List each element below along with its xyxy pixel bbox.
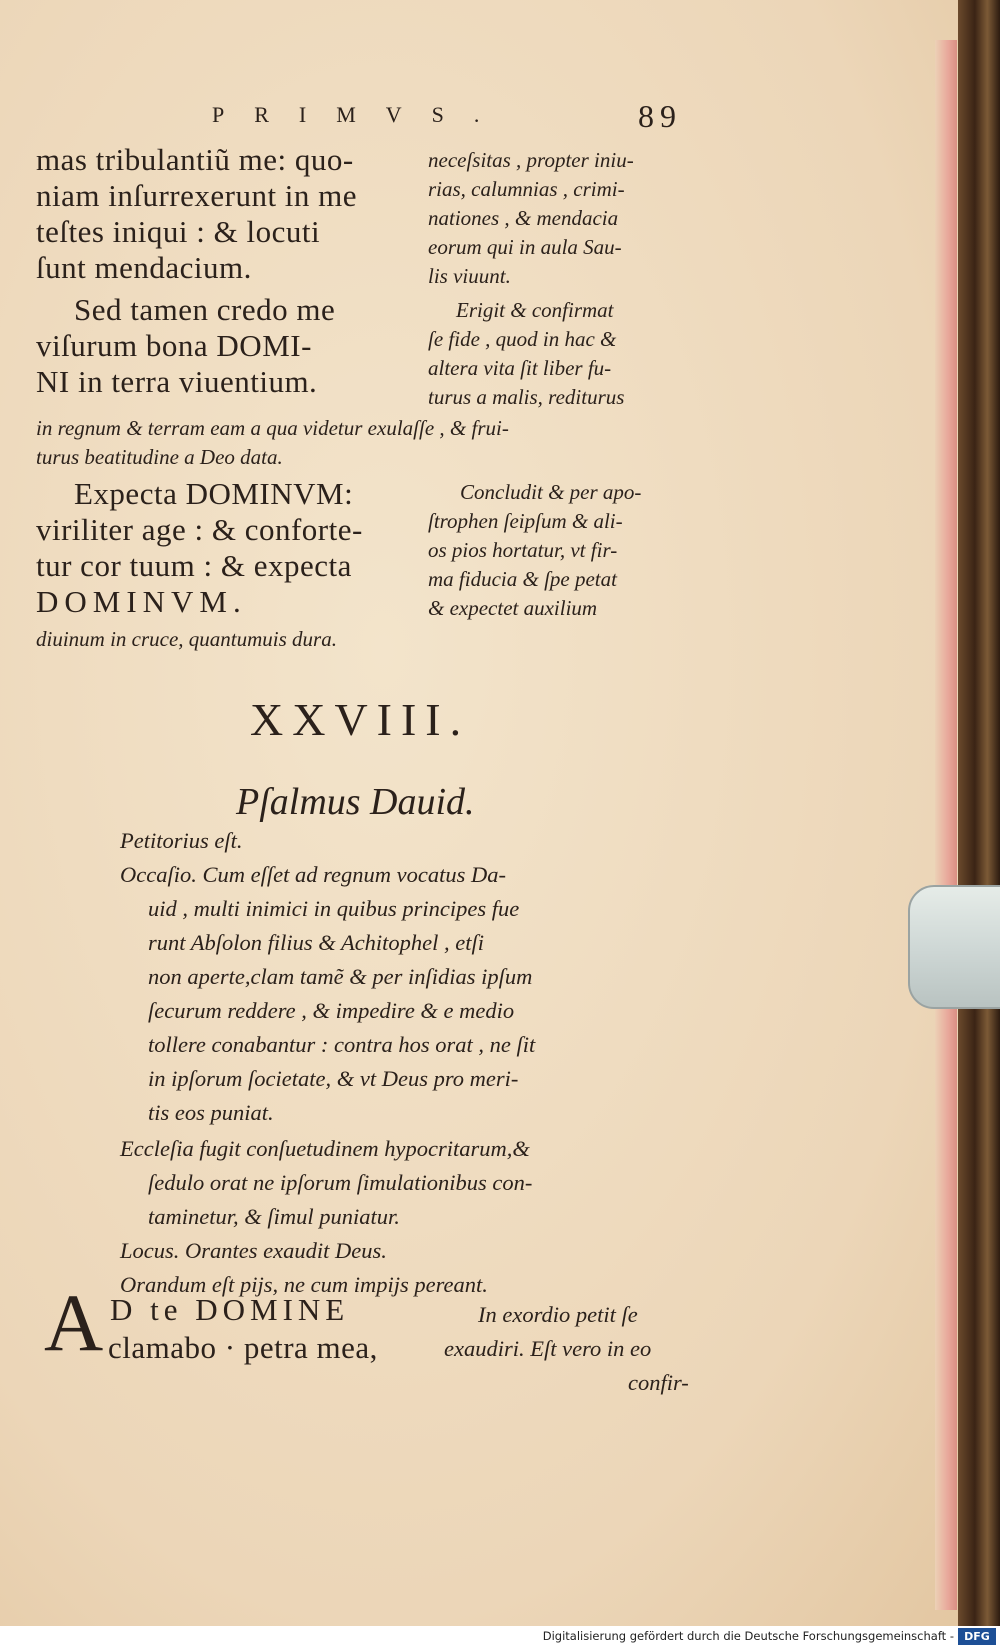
argument-line: in ipſorum ſocietate, & vt Deus pro meri- (148, 1066, 519, 1091)
text-line: viriliter age : & conforte- (36, 512, 363, 547)
gloss-line: confir- (628, 1370, 689, 1395)
gloss-line: exaudiri. Eſt vero in eo (444, 1336, 652, 1361)
credit-text: Digitalisierung gefördert durch die Deutsche Forschungsgemeinschaft - (542, 1629, 954, 1643)
gloss-line: & expectet auxilium (428, 596, 598, 620)
psalm-title: Pſalmus Dauid. (236, 781, 475, 823)
argument-line: ſedulo orat ne ipſorum ſimulationibus con- (148, 1170, 533, 1195)
page-clip (908, 885, 1000, 1009)
text-line: niam inſurrexerunt in me (36, 178, 358, 213)
dfg-logo: DFG (958, 1628, 996, 1645)
gloss-line: ſtrophen ſeipſum & ali- (428, 509, 623, 533)
gloss-line: lis viuunt. (428, 264, 511, 288)
gloss-line: In exordio petit ſe (478, 1302, 638, 1327)
gloss-line: os pios hortatur, vt fir- (428, 538, 618, 562)
text-line: clamabo · petra mea, (108, 1330, 378, 1365)
argument-line: tollere conabantur : contra hos orat , ne ſit (148, 1032, 536, 1057)
argument-line: non aperte,clam tamẽ & per inſidias ipſum (148, 964, 533, 989)
text-line: D te DOMINE (110, 1292, 350, 1327)
argument-line: ſecurum reddere , & impedire & e medio (148, 998, 515, 1023)
gloss-line: altera vita ſit liber fu- (428, 356, 612, 380)
gloss-line: neceſsitas , propter iniu- (428, 148, 634, 172)
running-head: PRIMVS. (212, 102, 510, 127)
gloss-line: ſe fide , quod in hac & (428, 327, 617, 351)
text-line: viſurum bona DOMI- (36, 328, 312, 363)
text-line: DOMINVM. (36, 584, 247, 619)
page-edge (935, 40, 957, 1610)
gloss-line: turus a malis, rediturus (428, 385, 625, 409)
text-line: Expecta DOMINVM: (74, 476, 354, 511)
argument-line: Eccleſia fugit conſuetudinem hypocritarum,& (120, 1136, 530, 1161)
page-number: 89 (638, 98, 682, 134)
gloss-line: diuinum in cruce, quantumuis dura. (36, 627, 337, 651)
argument-line: runt Abſolon filius & Achitophel , etſi (148, 930, 485, 955)
gloss-line: nationes , & mendacia (428, 206, 619, 230)
argument-line: Petitorius eſt. (120, 828, 243, 853)
footer-bar (0, 1626, 1000, 1649)
book-spine (958, 0, 1000, 1626)
gloss-line: in regnum & terram eam a qua videtur exulaſſe , & frui- (36, 416, 509, 440)
gloss-line: Erigit & confirmat (456, 298, 614, 322)
text-line: NI in terra viuentium. (36, 364, 318, 399)
argument-line: uid , multi inimici in quibus principes fue (148, 896, 520, 921)
text-line: tur cor tuum : & expecta (36, 548, 352, 583)
argument-line: Orandum eſt pijs, ne cum impijs pereant. (120, 1272, 488, 1297)
text-line: mas tribulantiũ me: quo- (36, 142, 354, 177)
psalm-number: XXVIII. (250, 694, 471, 745)
argument-line: taminetur, & ſimul puniatur. (148, 1204, 400, 1229)
gloss-line: ma fiducia & ſpe petat (428, 567, 617, 591)
argument-line: Occaſio. Cum eſſet ad regnum vocatus Da- (120, 862, 506, 887)
gloss-line: rias, calumnias , crimi- (428, 177, 625, 201)
text-line: teſtes iniqui : & locuti (36, 214, 321, 249)
gloss-line: Concludit & per apo- (460, 480, 642, 504)
text-line: Sed tamen credo me (74, 292, 336, 327)
argument-line: tis eos puniat. (148, 1100, 274, 1125)
text-line: ſunt mendacium. (36, 250, 252, 285)
gloss-line: turus beatitudine a Deo data. (36, 445, 283, 469)
drop-cap: A (44, 1277, 104, 1368)
gloss-line: eorum qui in aula Sau- (428, 235, 622, 259)
argument-line: Locus. Orantes exaudit Deus. (120, 1238, 387, 1263)
